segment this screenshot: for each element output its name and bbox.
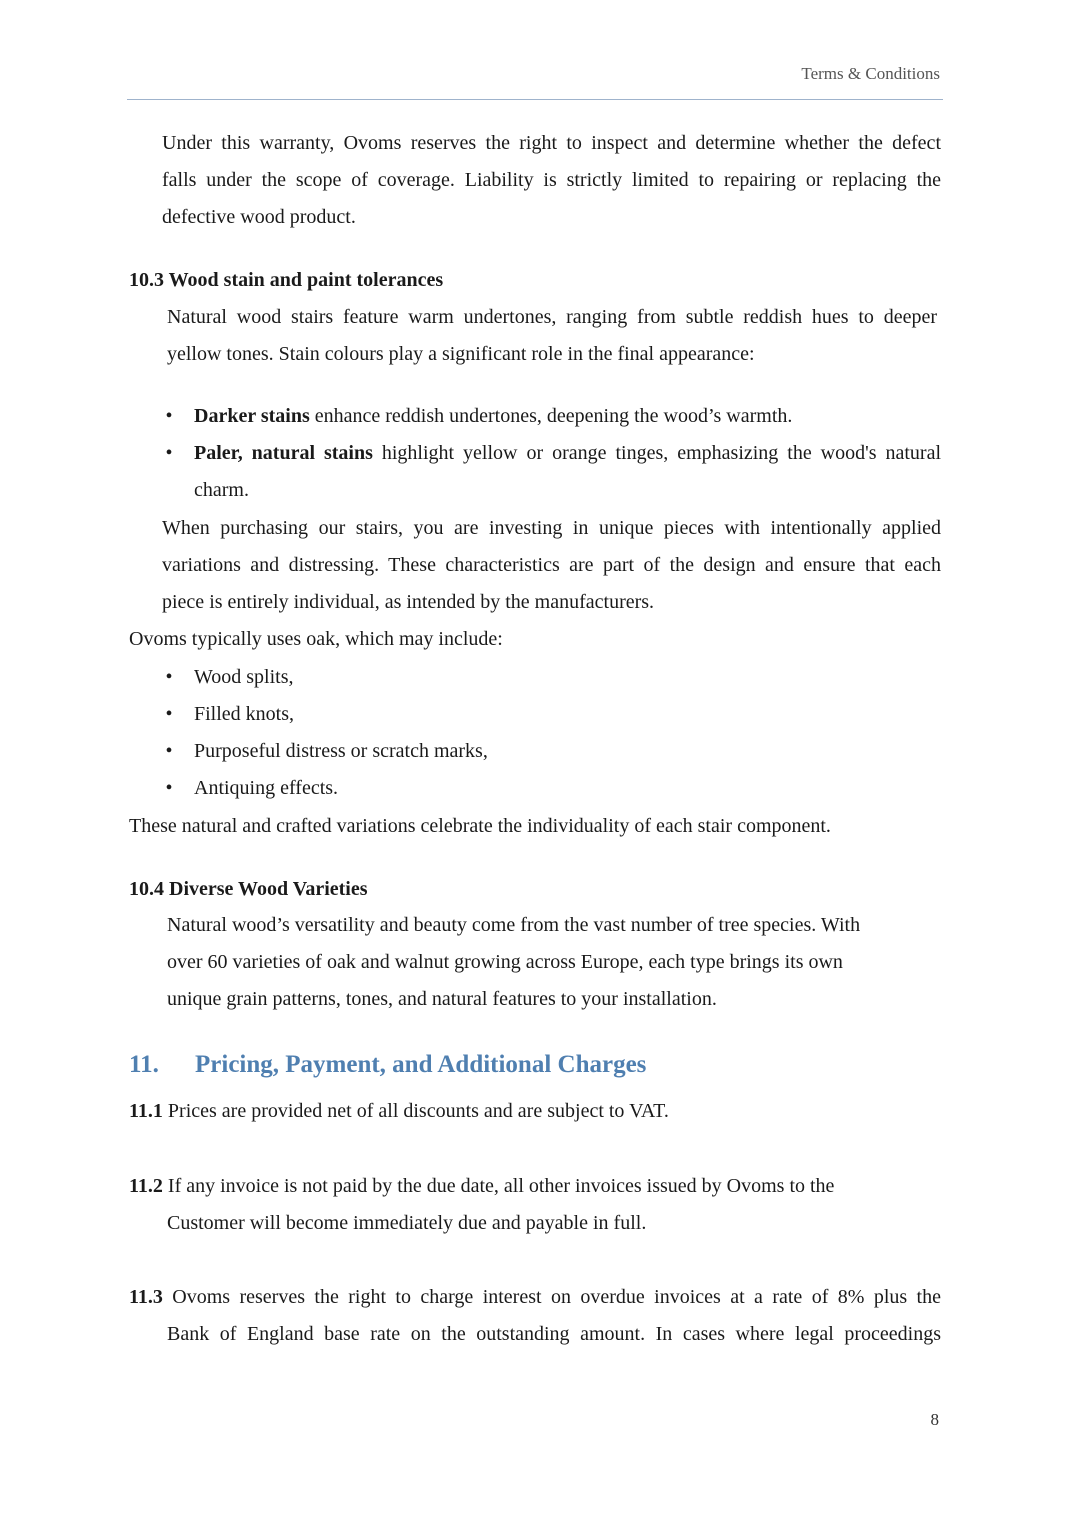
list-item — [162, 733, 942, 770]
bullet-bold: Darker stains — [194, 405, 310, 427]
paragraph-line: yellow tones. Stain colours play a significant role in the final appearance: — [167, 343, 755, 365]
bullet-icon: • — [165, 442, 173, 464]
list-item — [162, 770, 942, 807]
bullet-icon: • — [165, 777, 173, 799]
bullet-icon: • — [165, 666, 173, 688]
section-10-4-paragraph — [167, 907, 927, 1018]
section-10-3-paragraph-2 — [162, 510, 941, 621]
intro-line: defective wood product. — [162, 206, 356, 228]
paragraph-line: variations and distressing. These characteristics are part of the design and ensure that each — [162, 554, 941, 576]
clause-11-3 — [129, 1279, 941, 1353]
intro-line: Under this warranty, Ovoms reserves the right to inspect and determine whether the defect — [162, 132, 941, 154]
clause-text: If any invoice is not paid by the due date, all other invoices issued by Ovoms to the — [162, 1175, 835, 1197]
section-heading-11 — [129, 1048, 646, 1082]
header-rule — [127, 99, 943, 100]
clause-text-continued: Bank of England base rate on the outstanding amount. In cases where legal proceedings — [167, 1323, 941, 1345]
list-item — [162, 659, 942, 696]
clause-text-continued: Customer will become immediately due and payable in full. — [167, 1212, 647, 1234]
intro-line: falls under the scope of coverage. Liability is strictly limited to repairing or replacing the — [162, 169, 941, 191]
clause-number: 11.1 — [129, 1100, 163, 1122]
section-heading-10-4: 10.4 Diverse Wood Varieties — [129, 878, 368, 900]
clause-number: 11.3 — [129, 1286, 163, 1308]
bullet-text: enhance reddish undertones, deepening the wood’s warmth. — [309, 405, 793, 427]
paragraph-line: Natural wood stairs feature warm undertones, ranging from subtle reddish hues to deeper — [167, 306, 937, 328]
paragraph-line: Natural wood’s versatility and beauty come from the vast number of tree species. With — [167, 914, 861, 936]
list-item — [162, 398, 942, 435]
list-item-text: Wood splits, — [194, 666, 294, 688]
bullet-text: highlight yellow or orange tinges, emphasizing the wood's natural — [372, 442, 942, 464]
clause-text: Ovoms reserves the right to charge interest on overdue invoices at a rate of 8% plus the — [162, 1286, 941, 1308]
paragraph-line: When purchasing our stairs, you are investing in unique pieces with intentionally applied — [162, 517, 941, 539]
list-item — [162, 435, 942, 509]
section-heading-10-3: 10.3 Wood stain and paint tolerances — [129, 269, 444, 291]
paragraph-line: piece is entirely individual, as intended by the manufacturers. — [162, 591, 655, 613]
paragraph-line: over 60 varieties of oak and walnut growing across Europe, each type brings its own — [167, 951, 843, 973]
list-item — [162, 696, 942, 733]
clause-11-2 — [129, 1168, 941, 1242]
clause-text: Prices are provided net of all discounts and are subject to VAT. — [162, 1100, 669, 1122]
intro-paragraph — [162, 125, 941, 236]
section-number: 11. — [129, 1051, 159, 1078]
section-10-3-paragraph — [167, 299, 941, 373]
list-item-text: Antiquing effects. — [194, 777, 339, 799]
bullet-text-continued: charm. — [194, 479, 249, 501]
list-item-text: Filled knots, — [194, 703, 295, 725]
section-10-3-closing: These natural and crafted variations celebrate the individuality of each stair component. — [129, 815, 831, 837]
running-header: Terms & Conditions — [801, 64, 940, 83]
paragraph-line: unique grain patterns, tones, and natural features to your installation. — [167, 988, 717, 1010]
clause-number: 11.2 — [129, 1175, 163, 1197]
bullet-icon: • — [165, 740, 173, 762]
page-number: 8 — [930, 1410, 939, 1429]
oak-intro: Ovoms typically uses oak, which may include: — [129, 628, 503, 650]
bullet-icon: • — [165, 703, 173, 725]
clause-11-1 — [129, 1093, 941, 1130]
section-title: Pricing, Payment, and Additional Charges — [195, 1051, 647, 1078]
list-item-text: Purposeful distress or scratch marks, — [194, 740, 488, 762]
bullet-bold: Paler, natural stains — [194, 442, 373, 464]
bullet-icon: • — [165, 405, 173, 427]
